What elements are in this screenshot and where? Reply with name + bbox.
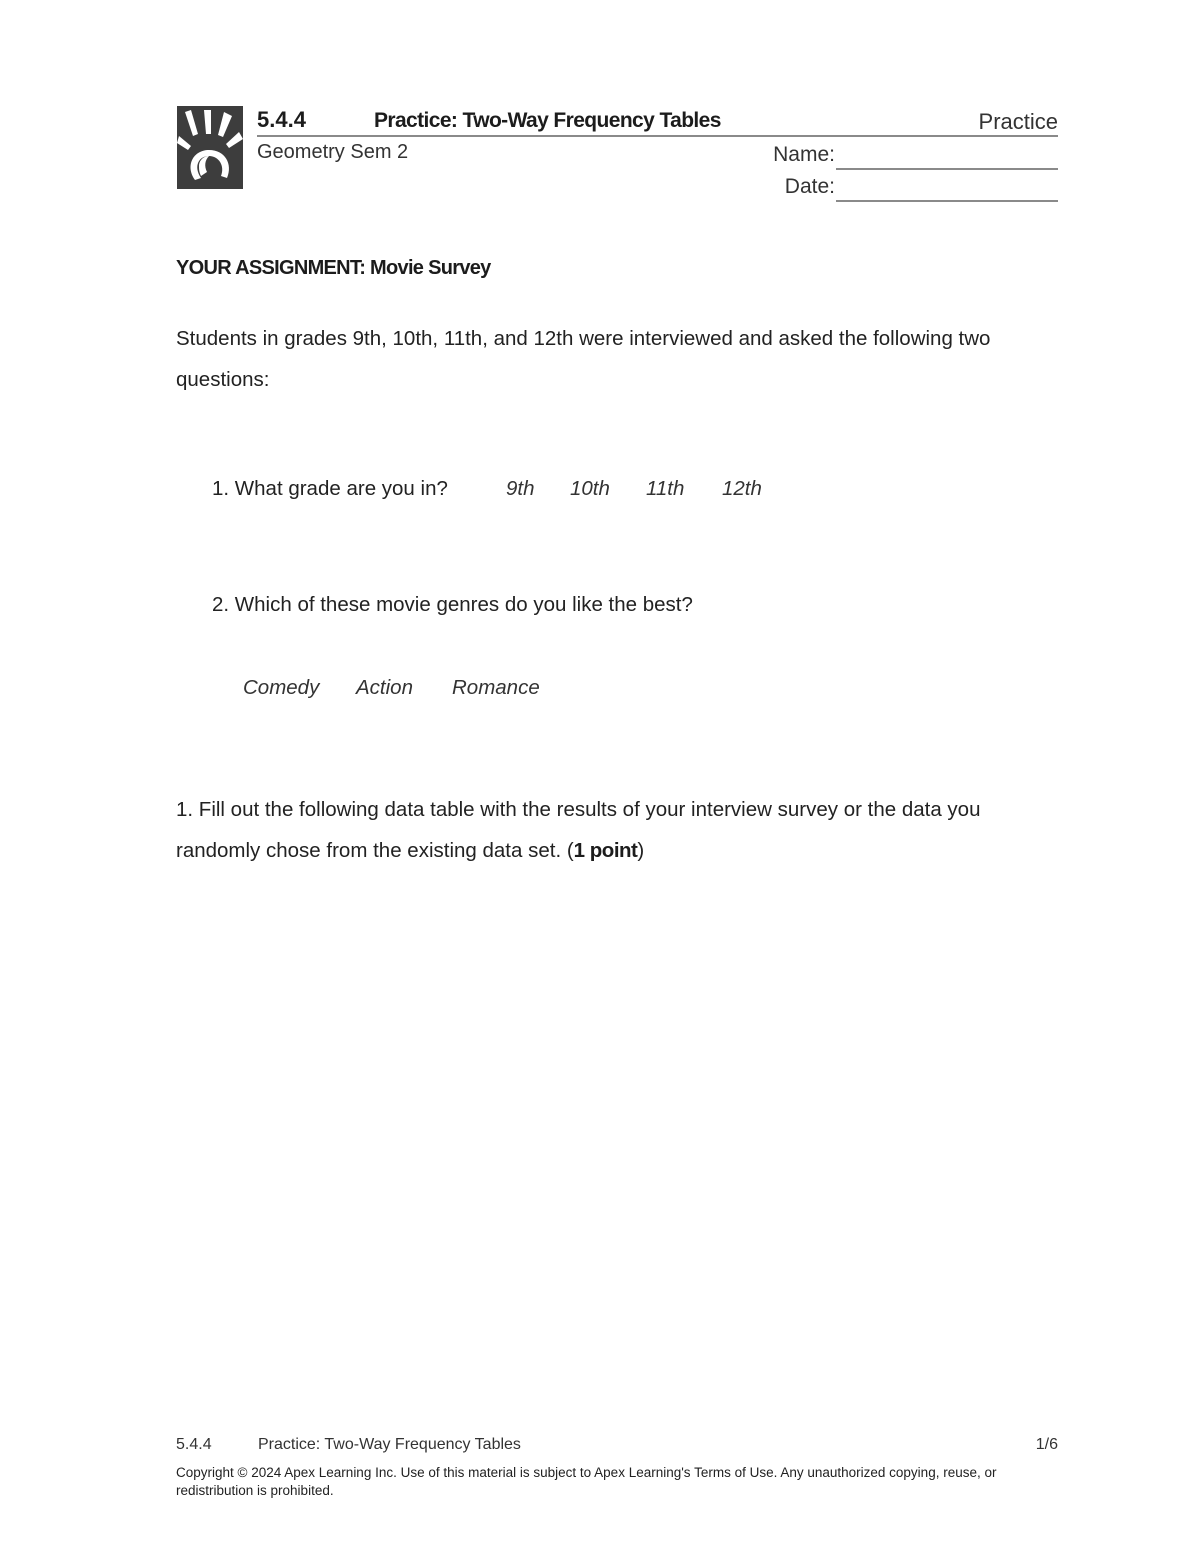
- lesson-title: Practice: Two-Way Frequency Tables: [374, 109, 721, 132]
- grade-option-12th: 12th: [722, 477, 762, 500]
- copyright-notice: Copyright © 2024 Apex Learning Inc. Use of this material is subject to Apex Learning's Terms of Use. Any unauthorized copying, reuse, or redistribution is prohibited.: [176, 1465, 997, 1498]
- footer-lesson-title: Practice: Two-Way Frequency Tables: [258, 1436, 521, 1453]
- genre-option-comedy: Comedy: [243, 676, 320, 699]
- date-field[interactable]: [836, 200, 1058, 202]
- question-genre: 2. Which of these movie genres do you like the best?: [212, 593, 693, 616]
- assignment-heading: YOUR ASSIGNMENT: Movie Survey: [176, 257, 491, 279]
- task-1-text: 1. Fill out the following data table with the results of your interview survey or the data you randomly chose from the existing data set. (: [176, 798, 981, 862]
- header-divider: [257, 135, 1058, 137]
- grade-option-9th: 9th: [506, 477, 535, 500]
- apex-learning-logo-icon: [177, 106, 243, 189]
- task-1: [176, 789, 1066, 871]
- course-name: Geometry Sem 2: [257, 141, 409, 163]
- task-1-points: 1 point: [573, 839, 638, 862]
- genre-option-action: Action: [356, 676, 413, 699]
- name-field[interactable]: [836, 168, 1058, 170]
- grade-option-11th: 11th: [646, 477, 685, 500]
- page-number: 1/6: [1035, 1436, 1058, 1453]
- lesson-number: 5.4.4: [257, 107, 306, 132]
- task-1-close: ): [637, 839, 645, 862]
- name-label: Name:: [773, 143, 835, 166]
- assignment-intro: Students in grades 9th, 10th, 11th, and 12th were interviewed and asked the following two questions:: [176, 327, 991, 391]
- footer-lesson-number: 5.4.4: [176, 1436, 212, 1453]
- grade-option-10th: 10th: [570, 477, 610, 500]
- question-grade: 1. What grade are you in?: [212, 477, 448, 500]
- genre-option-romance: Romance: [452, 676, 540, 699]
- date-label: Date:: [784, 175, 835, 198]
- activity-type-label: Practice: [978, 109, 1058, 134]
